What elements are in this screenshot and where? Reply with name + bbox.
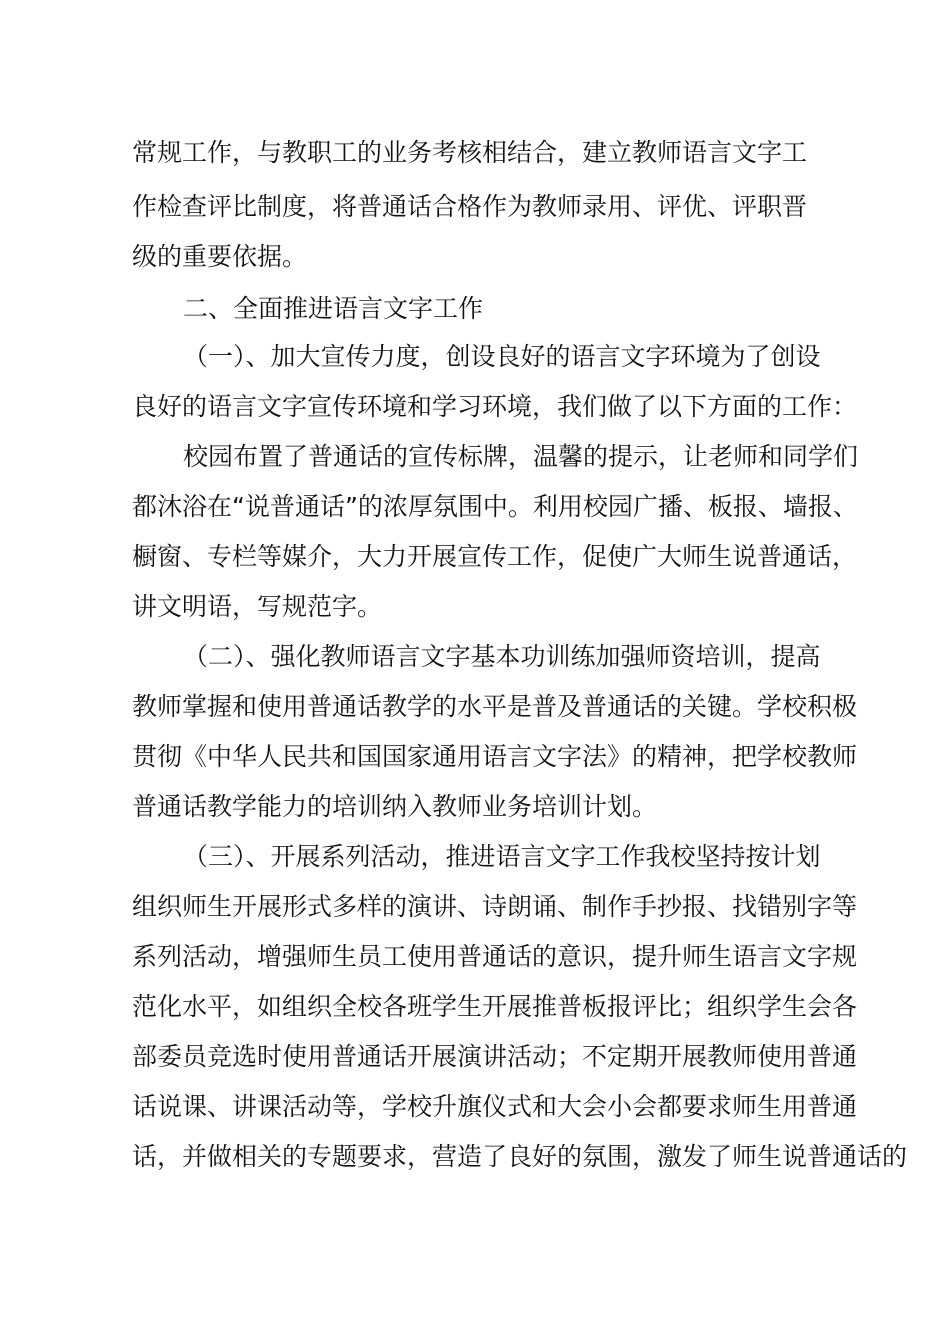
text-line: 校园布置了普通话的宣传标牌，温馨的提示，让老师和同学们	[183, 442, 859, 471]
text-line: （三）、开展系列活动，推进语言文字工作我校坚持按计划	[183, 842, 821, 871]
text-line: （一）、加大宣传力度，创设良好的语言文字环境为了创设	[183, 342, 821, 371]
text-line: 教师掌握和使用普通话教学的水平是普及普通话的关键。学校积极	[132, 692, 858, 721]
text-line: 话，并做相关的专题要求，营造了良好的氛围，激发了师生说普通话的	[132, 1142, 908, 1171]
text-line: 级的重要依据。	[132, 242, 308, 271]
text-line: 系列活动，增强师生员工使用普通话的意识，提升师生语言文字规	[132, 942, 858, 971]
text-line: 常规工作，与教职工的业务考核相结合，建立教师语言文字工	[132, 138, 808, 167]
text-line: 良好的语言文字宣传环境和学习环境，我们做了以下方面的工作：	[132, 392, 858, 421]
text-line: 橱窗、专栏等媒介，大力开展宣传工作，促使广大师生说普通话，	[132, 542, 858, 571]
text-line: 都沐浴在“说普通话”的浓厚氛围中。利用校园广播、板报、墙报、	[132, 492, 858, 521]
text-line: 普通话教学能力的培训纳入教师业务培训计划。	[132, 792, 658, 821]
text-line: 部委员竞选时使用普通话开展演讲活动；不定期开展教师使用普通	[132, 1042, 858, 1071]
text-line: 贯彻《中华人民共和国国家通用语言文字法》的精神，把学校教师	[132, 742, 858, 771]
text-line: 范化水平，如组织全校各班学生开展推普板报评比；组织学生会各	[132, 992, 858, 1021]
text-line: 讲文明语，写规范字。	[132, 592, 383, 621]
text-line: （二）、强化教师语言文字基本功训练加强师资培训，提高	[183, 642, 821, 671]
text-line: 作检查评比制度，将普通话合格作为教师录用、评优、评职晋	[132, 192, 808, 221]
text-line: 话说课、讲课活动等，学校升旗仪式和大会小会都要求师生用普通	[132, 1092, 858, 1121]
section-heading: 二、全面推进语言文字工作	[183, 294, 484, 323]
text-line: 组织师生开展形式多样的演讲、诗朗诵、制作手抄报、找错别字等	[132, 892, 858, 921]
